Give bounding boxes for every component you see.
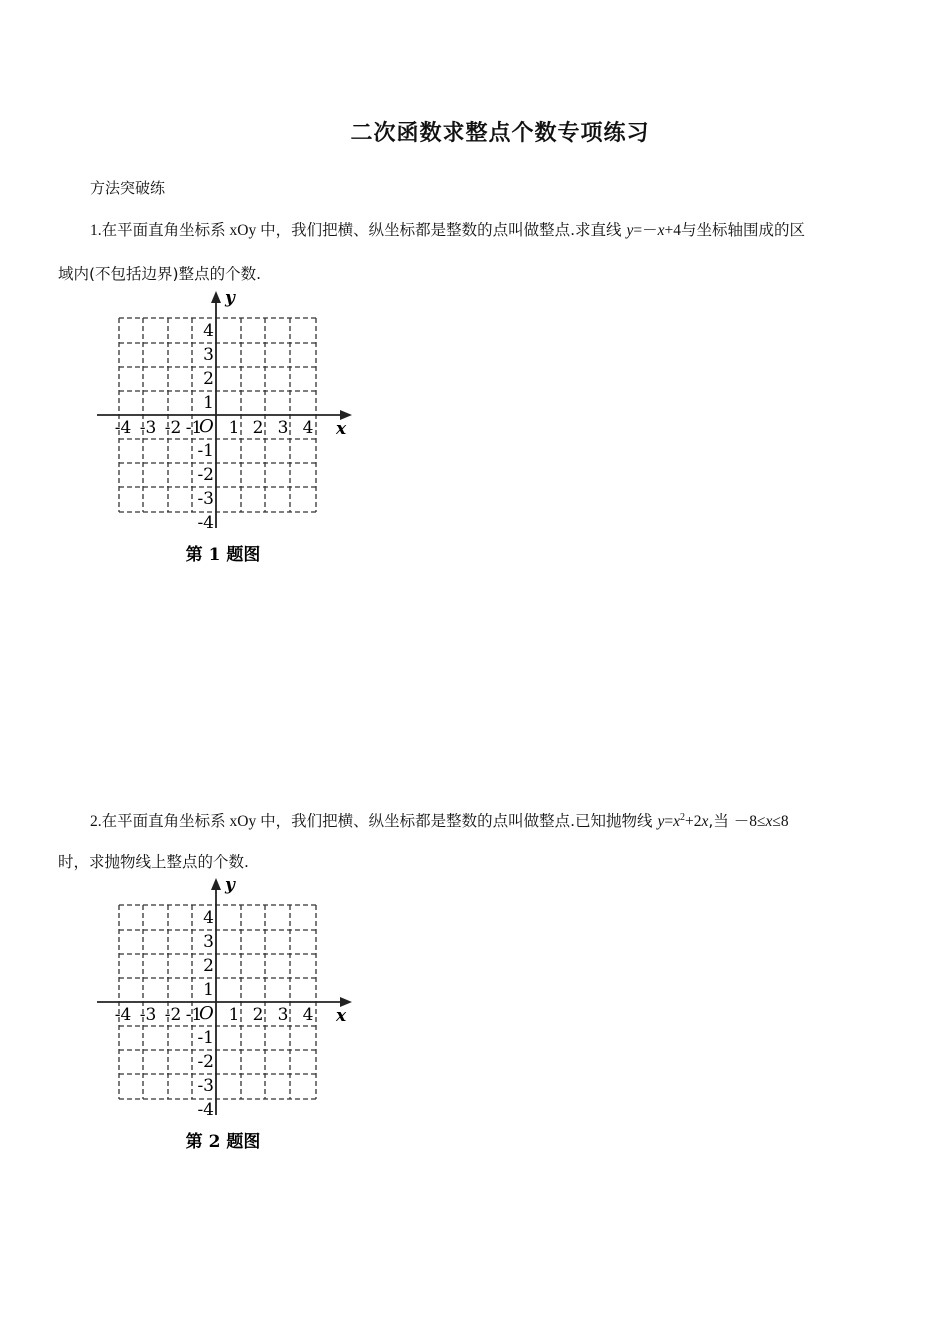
y-axis-label: y bbox=[225, 875, 235, 895]
question-2-line-2: 时，求抛物线上整点的个数. bbox=[58, 853, 249, 871]
x-tick-label: 1 bbox=[228, 418, 240, 438]
x-tick-labels bbox=[115, 1005, 314, 1025]
question-2-line-1 bbox=[90, 796, 789, 844]
y-tick-label: 4 bbox=[203, 321, 214, 341]
axes bbox=[97, 886, 344, 1115]
x-tick-label: -3 bbox=[139, 418, 157, 438]
x-tick-label: 3 bbox=[277, 418, 289, 438]
y-tick-label: -4 bbox=[197, 1100, 214, 1120]
section-heading: 方法突破练 bbox=[90, 179, 166, 197]
y-tick-label: 1 bbox=[203, 980, 214, 1000]
y-tick-label: 4 bbox=[203, 908, 214, 928]
y-tick-label: -4 bbox=[197, 513, 214, 533]
y-tick-label: -1 bbox=[197, 1028, 214, 1048]
y-tick-label: -3 bbox=[197, 489, 214, 509]
x-tick-label: -1 bbox=[185, 1005, 203, 1025]
x-tick-label: 2 bbox=[252, 418, 264, 438]
question-2-comma: ,当 bbox=[708, 812, 729, 831]
question-2-eq-plus: +2 bbox=[685, 813, 702, 831]
axes bbox=[97, 299, 344, 528]
x-tick-label: 4 bbox=[302, 418, 314, 438]
origin-label: O bbox=[199, 1003, 214, 1024]
question-1-coordinate-system: xOy bbox=[225, 222, 261, 239]
question-1-eq-tail: +4 bbox=[664, 222, 681, 239]
question-1-text-b: 中，我们把横、纵坐标都是整数的点叫做整点.求直线 bbox=[260, 221, 622, 239]
question-2-eq-x2: x bbox=[701, 813, 709, 831]
page-title: 二次函数求整点个数专项练习 bbox=[350, 121, 650, 146]
question-1-eq-equals: =－ bbox=[633, 222, 658, 239]
origin-label: O bbox=[199, 416, 214, 437]
x-tick-label: 2 bbox=[252, 1005, 264, 1025]
x-tick-label: -1 bbox=[185, 418, 203, 438]
x-tick-label: -4 bbox=[114, 1005, 132, 1025]
y-axis-label: y bbox=[225, 288, 235, 308]
y-axis-arrow-icon bbox=[211, 878, 221, 890]
y-tick-label: -2 bbox=[197, 1052, 214, 1072]
x-axis-label: x bbox=[336, 419, 347, 439]
x-tick-label: 3 bbox=[277, 1005, 289, 1025]
x-axis-label: x bbox=[336, 1006, 347, 1026]
question-2-range-x: x bbox=[765, 813, 773, 831]
y-tick-label: 2 bbox=[203, 956, 214, 976]
x-tick-label: 4 bbox=[302, 1005, 314, 1025]
y-axis-arrow-icon bbox=[211, 291, 221, 303]
question-2-eq-equals: = bbox=[664, 813, 674, 831]
question-2-coordinate-system: xOy bbox=[225, 813, 261, 831]
question-1-text-a: 在平面直角坐标系 bbox=[101, 221, 226, 239]
x-tick-label: -2 bbox=[164, 418, 182, 438]
grid-figure-1 bbox=[90, 285, 360, 575]
grid-figure-2 bbox=[90, 872, 360, 1162]
question-2-eq-x: x bbox=[673, 813, 680, 831]
x-tick-label: -4 bbox=[114, 418, 132, 438]
question-2-range-lower: －8≤ bbox=[733, 813, 766, 831]
question-2-text-b: 中，我们把横、纵坐标都是整数的点叫做整点.已知抛物线 bbox=[260, 812, 653, 831]
y-tick-label: 1 bbox=[203, 393, 214, 413]
x-tick-label: -3 bbox=[139, 1005, 157, 1025]
x-tick-label: 1 bbox=[228, 1005, 240, 1025]
question-2-eq-y: y bbox=[657, 813, 665, 831]
question-1-eq-y: y bbox=[626, 222, 634, 239]
figure-caption: 第 1 题图 bbox=[185, 545, 261, 565]
question-1-number: 1. bbox=[90, 222, 102, 239]
question-1-line-2: 域内(不包括边界)整点的个数. bbox=[58, 265, 262, 283]
y-tick-label: -2 bbox=[197, 465, 214, 485]
question-1-eq-x: x bbox=[657, 222, 665, 239]
y-tick-label: 3 bbox=[203, 932, 214, 952]
question-2-text-a: 在平面直角坐标系 bbox=[101, 812, 226, 831]
question-2-range-upper: ≤8 bbox=[772, 813, 789, 831]
x-tick-labels bbox=[115, 418, 314, 438]
question-2-eq-exponent: 2 bbox=[680, 812, 685, 823]
figure-caption: 第 2 题图 bbox=[185, 1132, 261, 1152]
y-tick-label: 2 bbox=[203, 369, 214, 389]
y-tick-label: -3 bbox=[197, 1076, 214, 1096]
y-tick-label: 3 bbox=[203, 345, 214, 365]
question-1-line-1 bbox=[90, 208, 805, 253]
question-2-number: 2. bbox=[90, 813, 102, 831]
question-1-text-c: 与坐标轴围成的区 bbox=[681, 221, 806, 239]
y-tick-label: -1 bbox=[197, 441, 214, 461]
x-tick-label: -2 bbox=[164, 1005, 182, 1025]
